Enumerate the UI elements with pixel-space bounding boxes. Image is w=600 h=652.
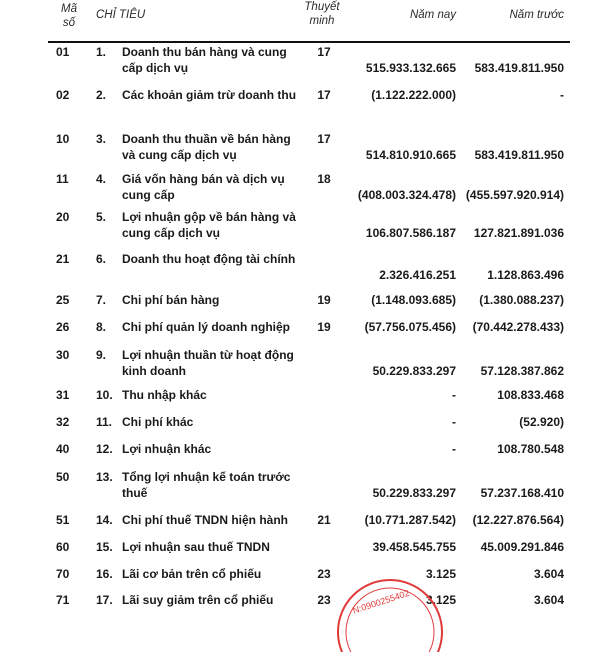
row-current-year: (1.122.222.000) bbox=[371, 88, 456, 102]
row-prior-year: (52.920) bbox=[519, 415, 564, 429]
row-code: 26 bbox=[56, 320, 70, 334]
row-title: Lãi cơ bản trên cổ phiếu bbox=[122, 567, 262, 581]
row-current-year: 39.458.545.755 bbox=[372, 540, 456, 554]
row-title: Doanh thu hoạt động tài chính bbox=[122, 252, 296, 266]
company-stamp bbox=[330, 572, 450, 652]
row-code: 51 bbox=[56, 513, 70, 527]
row-code: 50 bbox=[56, 470, 70, 484]
table-header bbox=[0, 0, 600, 42]
header-code: Mã số bbox=[61, 3, 77, 29]
row-current-year: 3.125 bbox=[425, 567, 456, 581]
row-number: 14. bbox=[96, 513, 113, 527]
row-current-year: (1.148.093.685) bbox=[371, 293, 456, 307]
row-current-year: - bbox=[452, 442, 456, 456]
row-current-year: 106.807.586.187 bbox=[365, 226, 456, 240]
row-prior-year: (1.380.088.237) bbox=[479, 293, 564, 307]
row-note: 17 bbox=[317, 88, 331, 102]
row-number: 4. bbox=[96, 172, 107, 186]
row-prior-year: (70.442.278.433) bbox=[472, 320, 564, 334]
row-current-year: 3.125 bbox=[425, 593, 456, 607]
row-current-year: (408.003.324.478) bbox=[357, 188, 456, 202]
row-number: 7. bbox=[96, 293, 107, 307]
row-note: 17 bbox=[317, 132, 331, 146]
row-number: 2. bbox=[96, 88, 107, 102]
row-code: 01 bbox=[56, 45, 70, 59]
row-note: 19 bbox=[317, 293, 331, 307]
row-number: 8. bbox=[96, 320, 107, 334]
row-code: 70 bbox=[56, 567, 70, 581]
row-title: Các khoản giảm trừ doanh thu bbox=[122, 88, 297, 102]
row-code: 31 bbox=[56, 388, 70, 402]
row-current-year: 50.229.833.297 bbox=[372, 364, 456, 378]
row-number: 9. bbox=[96, 348, 107, 362]
header-note: Thuyết minh bbox=[304, 1, 340, 27]
row-number: 15. bbox=[96, 540, 113, 554]
row-prior-year: 583.419.811.950 bbox=[474, 61, 564, 75]
row-prior-year: - bbox=[560, 88, 564, 102]
row-number: 17. bbox=[96, 593, 113, 607]
row-title: Lợi nhuận sau thuế TNDN bbox=[122, 540, 270, 554]
row-prior-year: 108.780.548 bbox=[497, 442, 564, 456]
row-title: Chi phí bán hàng bbox=[122, 293, 220, 307]
row-prior-year: 127.821.891.036 bbox=[473, 226, 564, 240]
row-current-year: - bbox=[452, 388, 456, 402]
row-prior-year: 1.128.863.496 bbox=[487, 268, 564, 282]
row-title: Doanh thu bán hàng và cung cấp dịch vụ bbox=[122, 45, 287, 75]
row-current-year: 50.229.833.297 bbox=[372, 486, 456, 500]
header-current-year: Năm nay bbox=[409, 9, 456, 21]
row-title: Lợi nhuận khác bbox=[122, 442, 212, 456]
row-number: 6. bbox=[96, 252, 107, 266]
row-title: Chi phí thuế TNDN hiện hành bbox=[122, 513, 288, 527]
row-number: 5. bbox=[96, 210, 107, 224]
row-title: Lợi nhuận thuần từ hoạt động kinh doanh bbox=[122, 348, 294, 378]
row-code: 11 bbox=[56, 172, 69, 186]
row-prior-year: 3.604 bbox=[533, 567, 564, 581]
row-note: 23 bbox=[317, 593, 331, 607]
row-title: Thu nhập khác bbox=[122, 388, 207, 402]
svg-text:N:0900255402: N:0900255402 bbox=[351, 587, 411, 616]
row-number: 1. bbox=[96, 45, 107, 59]
row-number: 12. bbox=[96, 442, 113, 456]
row-code: 30 bbox=[56, 348, 70, 362]
row-prior-year: (455.597.920.914) bbox=[465, 188, 564, 202]
row-title: Giá vốn hàng bán và dịch vụ cung cấp bbox=[122, 172, 285, 202]
row-code: 60 bbox=[56, 540, 70, 554]
row-current-year: 514.810.910.665 bbox=[365, 148, 456, 162]
row-note: 21 bbox=[317, 513, 331, 527]
row-code: 02 bbox=[56, 88, 70, 102]
row-title: Lãi suy giảm trên cổ phiếu bbox=[122, 593, 274, 607]
row-note: 23 bbox=[317, 567, 331, 581]
row-number: 13. bbox=[96, 470, 113, 484]
row-note: 18 bbox=[317, 172, 331, 186]
row-code: 25 bbox=[56, 293, 70, 307]
row-title: Chi phí quản lý doanh nghiệp bbox=[122, 320, 290, 334]
row-code: 40 bbox=[56, 442, 70, 456]
row-prior-year: 3.604 bbox=[533, 593, 564, 607]
row-number: 16. bbox=[96, 567, 113, 581]
header-divider bbox=[48, 41, 570, 43]
row-title: Tổng lợi nhuận kế toán trước thuế bbox=[122, 470, 291, 500]
row-number: 11. bbox=[96, 415, 113, 429]
row-code: 10 bbox=[56, 132, 70, 146]
row-title: Doanh thu thuần về bán hàng và cung cấp dịch vụ bbox=[122, 132, 291, 162]
header-prior-year: Năm trước bbox=[509, 9, 564, 21]
row-number: 10. bbox=[96, 388, 113, 402]
row-code: 71 bbox=[56, 593, 70, 607]
row-current-year: 515.933.132.665 bbox=[365, 61, 456, 75]
row-code: 32 bbox=[56, 415, 70, 429]
header-item: CHỈ TIÊU bbox=[96, 9, 146, 21]
row-code: 21 bbox=[56, 252, 70, 266]
row-prior-year: 583.419.811.950 bbox=[474, 148, 564, 162]
row-current-year: 2.326.416.251 bbox=[379, 268, 456, 282]
row-code: 20 bbox=[56, 210, 70, 224]
row-title: Lợi nhuận gộp về bán hàng và cung cấp dịch vụ bbox=[122, 210, 296, 240]
row-prior-year: 57.237.168.410 bbox=[480, 486, 564, 500]
row-current-year: (57.756.075.456) bbox=[364, 320, 456, 334]
row-prior-year: (12.227.876.564) bbox=[472, 513, 564, 527]
row-current-year: (10.771.287.542) bbox=[364, 513, 456, 527]
row-current-year: - bbox=[452, 415, 456, 429]
row-prior-year: 108.833.468 bbox=[497, 388, 564, 402]
row-title: Chi phí khác bbox=[122, 415, 194, 429]
row-number: 3. bbox=[96, 132, 107, 146]
row-prior-year: 57.128.387.862 bbox=[480, 364, 564, 378]
row-note: 19 bbox=[317, 320, 331, 334]
row-prior-year: 45.009.291.846 bbox=[480, 540, 564, 554]
row-note: 17 bbox=[317, 45, 331, 59]
